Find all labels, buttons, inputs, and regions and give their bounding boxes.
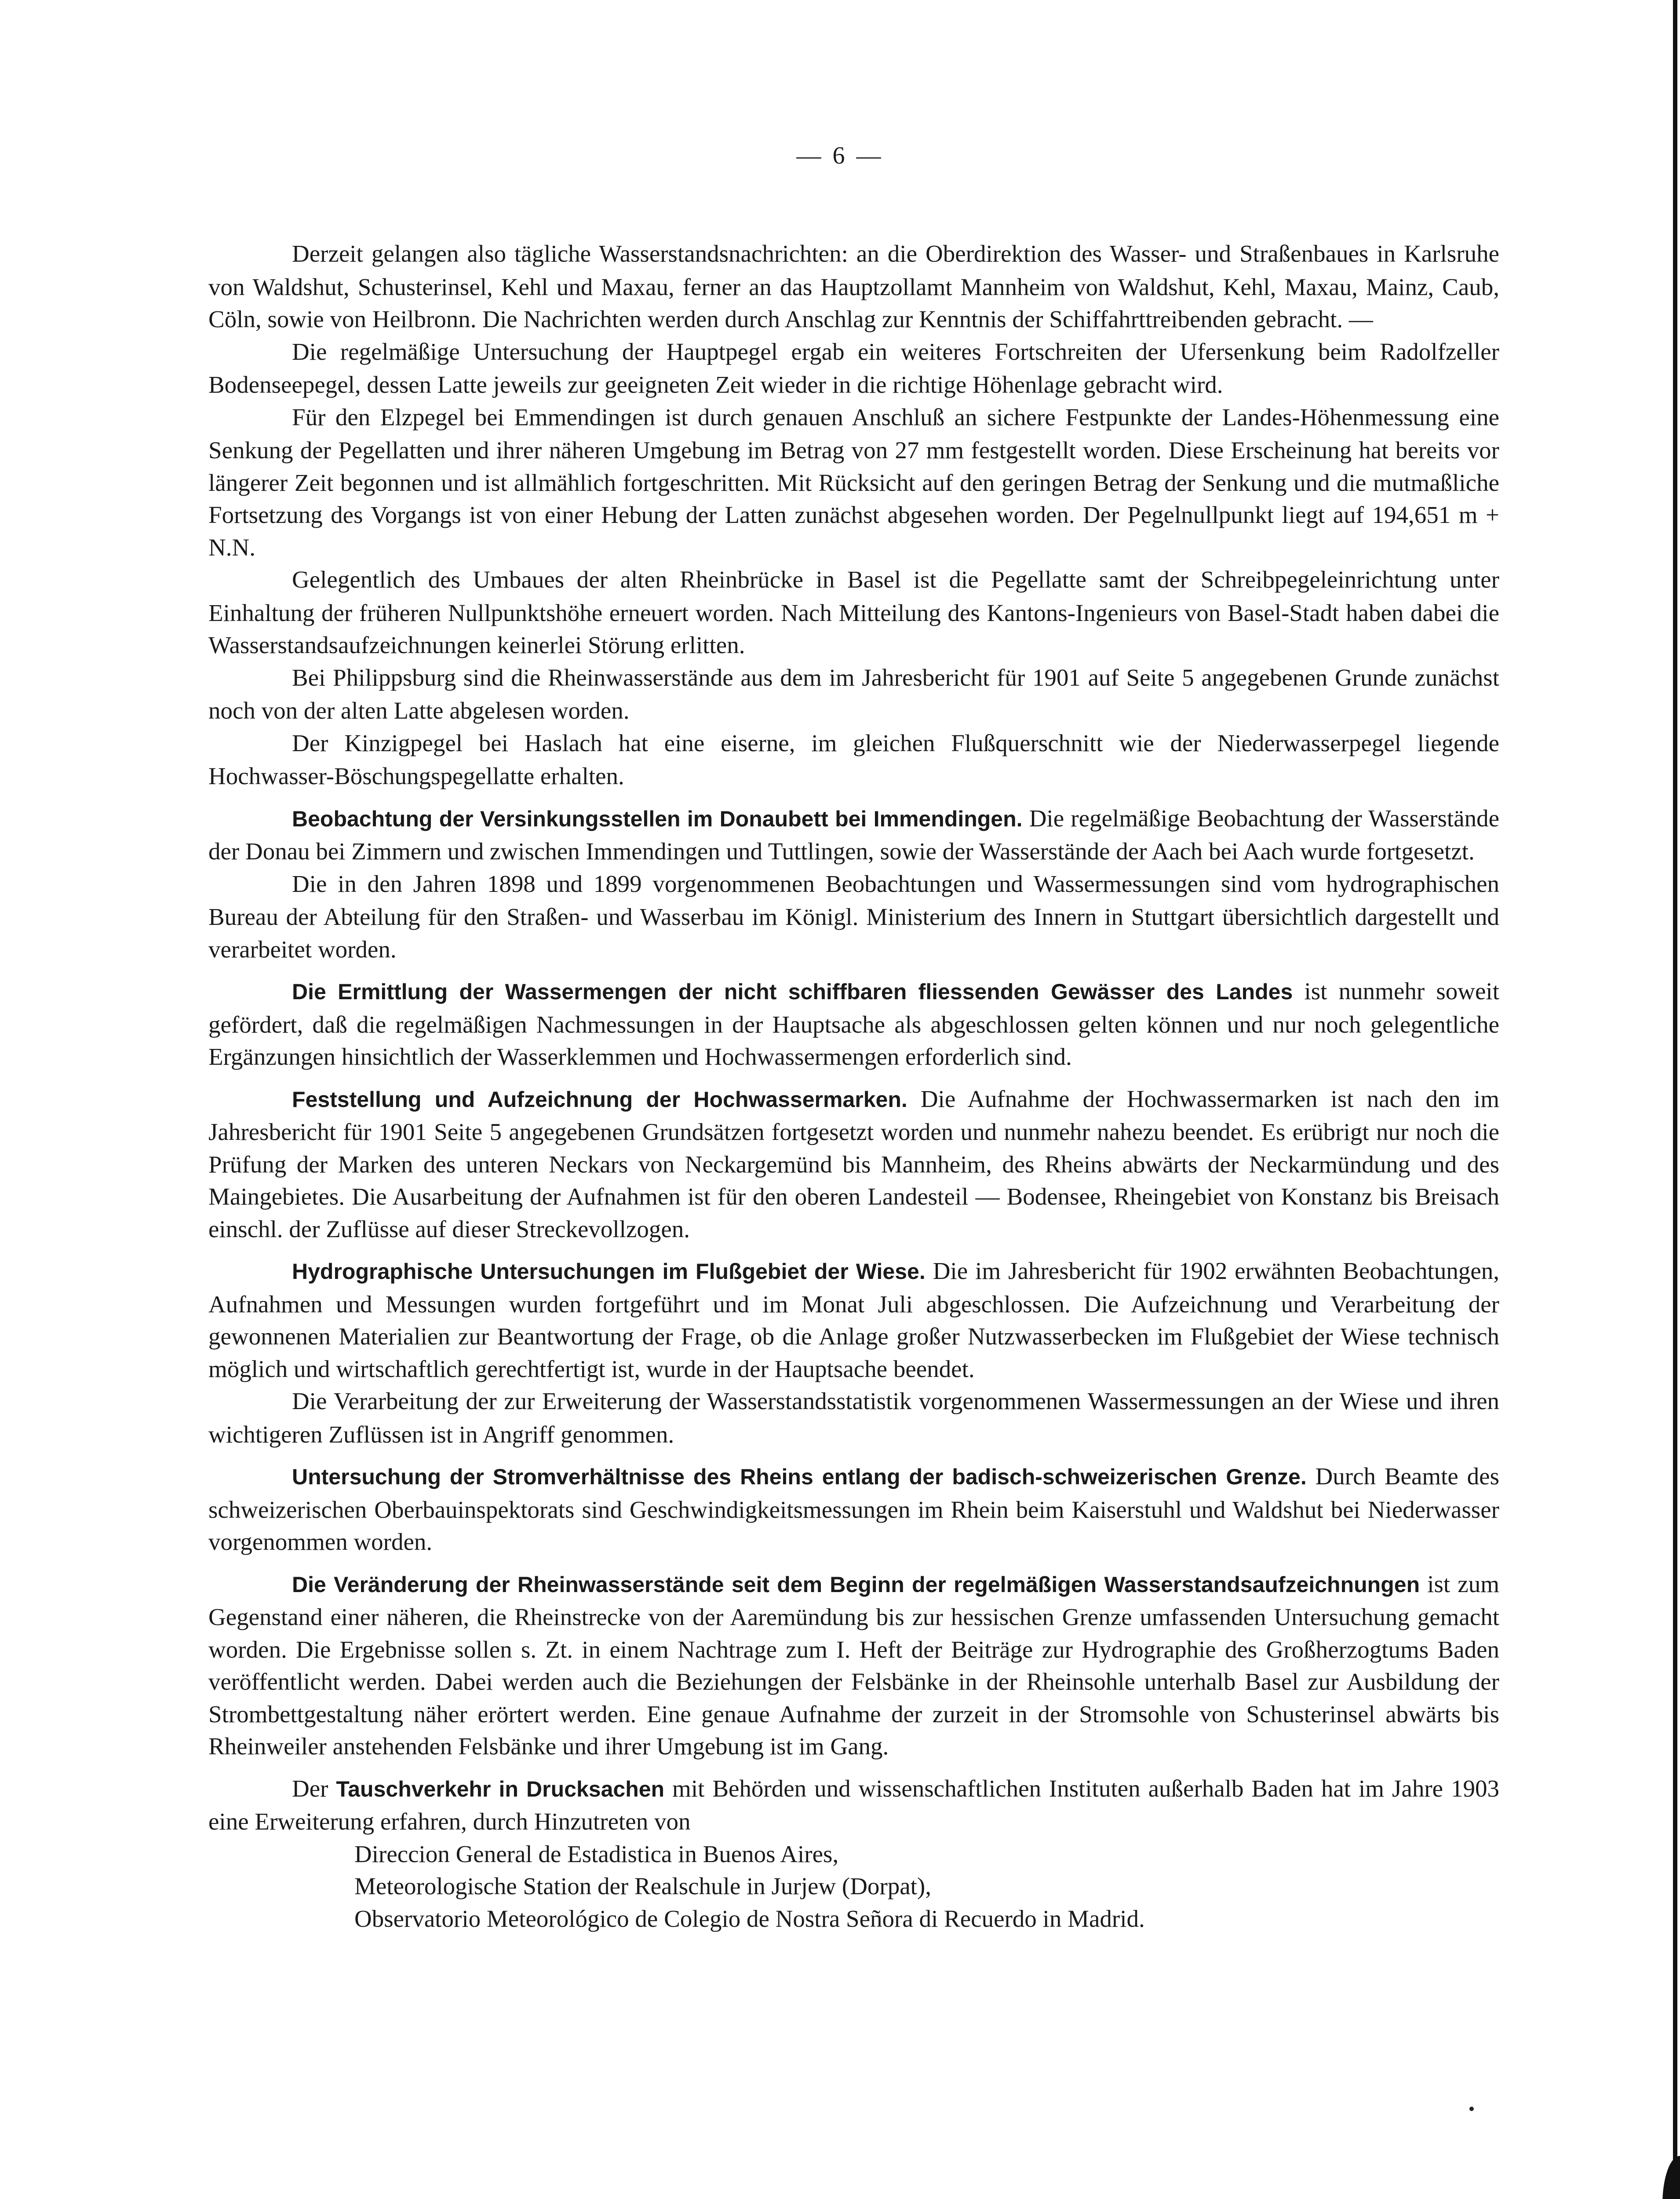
institution-item: Observatorio Meteorológico de Colegio de Nostra Señora di Recuerdo in Madrid. <box>354 1905 1145 1932</box>
paragraph <box>208 1460 1499 1558</box>
paragraph-text: ist zum Gegenstand einer näheren, die Rheinstrecke von der Aaremündung bis zur hessischen Grenze umfassenden Untersuchung gemacht worden. Die Ergebnisse sollen s. Zt. in einem Nachtrage zum I. Heft der Beiträge zur Hydrographie des Großherzogtums Baden veröffentlicht werden. Dabei werden auch die Beziehungen der Felsbänke in der Rheinsohle unterhalb Basel zur Ausbildung der Strombettgestaltung näher erörtert werden. Eine genaue Aufnahme der zurzeit in der Stromsohle von Schusterinsel abwärts bis Rheinweiler anstehenden Felsbänke und ihrer Umgebung ist im Gang. <box>208 1570 1499 1760</box>
exchange-paragraph <box>208 1772 1499 1838</box>
page-number: — 6 — <box>796 142 884 169</box>
paragraph <box>208 1083 1499 1246</box>
paragraph <box>208 563 1499 661</box>
page-edge-line <box>1673 0 1677 2199</box>
paragraph-text: Der Kinzigpegel bei Haslach hat eine eiserne, im gleichen Flußquerschnitt wie der Niederwasserpegel liegende Hochwasser-Böschungspegellatte erhalten. <box>208 729 1499 789</box>
body-text <box>208 237 1499 1935</box>
institution-item: Meteorologische Station der Realschule in Jurjew (Dorpat), <box>354 1873 931 1899</box>
paragraph-text: ist nunmehr soweit gefördert, daß die regelmäßigen Nachmessungen in der Hauptsache als abgeschlossen gelten können und nur noch gelegentliche Ergänzungen hinsichtlich der Wasserklemmen und Hochwassermengen erforderlich sind. <box>208 978 1499 1070</box>
page-edge-curl <box>1662 2156 1680 2199</box>
paragraph-text: Die in den Jahren 1898 und 1899 vorgenommenen Beobachtungen und Wassermessungen sind vom hydrographischen Bureau der Abteilung für den Straßen- und Wasserbau im Königl. Ministerium des Innern in Stuttgart übersichtlich dargestellt und verarbeitet worden. <box>208 870 1499 963</box>
paragraph <box>208 868 1499 966</box>
exchange-text-before: Der <box>292 1775 336 1802</box>
paragraph <box>208 401 1499 564</box>
paragraph <box>208 802 1499 868</box>
paragraph-text: Derzeit gelangen also tägliche Wasserstandsnachrichten: an die Oberdirektion des Wasser- und Straßenbaues in Karlsruhe von Waldshut, Schusterinsel, Kehl und Maxau, ferner an das Hauptzollamt Mannheim von Waldshut, Kehl, Maxau, Mainz, Caub, Cöln, sowie von Heilbronn. Die Nachrichten werden durch Anschlag zur Kenntnis der Schiffahrttreibenden gebracht. — <box>208 240 1499 332</box>
paragraph-lead: Untersuchung der Stromverhältnisse des Rheins entlang der badisch-schweizerischen Grenze. <box>292 1465 1307 1489</box>
paragraph-text: Die regelmäßige Beobachtung der Wasserstände der Donau bei Zimmern und zwischen Immendingen und Tuttlingen, sowie der Wasserstände der Aach bei Aach wurde fortgesetzt. <box>208 804 1499 865</box>
paragraph-text: Die im Jahresbericht für 1902 erwähnten Beobachtungen, Aufnahmen und Messungen wurden fortgeführt und im Monat Juli abgeschlossen. Die Aufzeichnung und Verarbeitung der gewonnenen Materialien zur Beantwortung der Frage, ob die Anlage großer Nutzwasserbecken im Flußgebiet der Wiese technisch möglich und wirtschaftlich gerechtfertigt ist, wurde in der Hauptsache beendet. <box>208 1257 1500 1382</box>
institution-item: Direccion General de Estadistica in Buenos Aires, <box>354 1840 839 1867</box>
paragraph-text: Für den Elzpegel bei Emmendingen ist durch genauen Anschluß an sichere Festpunkte der Landes-Höhenmessung eine Senkung der Pegellatten und ihrer näheren Umgebung im Betrag von 27 mm festgestellt worden. Diese Erscheinung hat bereits vor längerer Zeit begonnen und ist allmählich fortgeschritten. Mit Rücksicht auf den geringen Betrag der Senkung und die mutmaßliche Fortsetzung des Vorgangs ist von einer Hebung der Latten zunächst abgesehen worden. Der Pegelnullpunkt liegt auf 194,651 m + N.N. <box>208 403 1499 561</box>
paragraph-lead: Die Ermittlung der Wassermengen der nicht schiffbaren fliessenden Gewässer des Landes <box>292 979 1293 1004</box>
paragraph-text: Gelegentlich des Umbaues der alten Rheinbrücke in Basel ist die Pegellatte samt der Schreibpegeleinrichtung unter Einhaltung der früheren Nullpunktshöhe erneuert worden. Nach Mitteilung des Kantons-Ingenieurs von Basel-Stadt haben dabei die Wasserstandsaufzeichnungen keinerlei Störung erlitten. <box>208 566 1499 658</box>
paragraph <box>208 975 1499 1073</box>
paragraph <box>208 727 1499 793</box>
paragraph <box>208 1385 1499 1450</box>
paragraph-lead: Die Veränderung der Rheinwasserstände seit dem Beginn der regelmäßigen Wasserstandsaufzeichnungen <box>292 1572 1420 1597</box>
paragraph-text: Die regelmäßige Untersuchung der Hauptpegel ergab ein weiteres Fortschreiten der Ufersenkung beim Radolfzeller Bodenseepegel, dessen Latte jeweils zur geeigneten Zeit wieder in die richtige Höhenlage gebracht wird. <box>208 338 1499 398</box>
paragraph-text: Die Aufnahme der Hochwassermarken ist nach den im Jahresbericht für 1901 Seite 5 angegebenen Grundsätzen fortgesetzt worden und nunmehr nahezu beendet. Es erübrigt nur noch die Prüfung der Marken des unteren Neckars von Neckargemünd bis Mannheim, des Rheins abwärts der Neckarmündung und des Maingebietes. Die Ausarbeitung der Aufnahmen ist für den oberen Landesteil — Bodensee, Rheingebiet von Konstanz bis Breisach einschl. der Zuflüsse auf dieser Streckevollzogen. <box>208 1085 1499 1242</box>
exchange-lead: Tauschverkehr in Drucksachen <box>336 1776 665 1801</box>
paragraph-text: Durch Beamte des schweizerischen Oberbauinspektorats sind Geschwindigkeitsmessungen im Rhein beim Kaiserstuhl und Waldshut bei Niederwasser vorgenommen worden. <box>208 1463 1499 1555</box>
paragraph-lead: Beobachtung der Versinkungsstellen im Donaubett bei Immendingen. <box>292 806 1023 831</box>
paragraph <box>208 1568 1499 1763</box>
ink-speck <box>1469 2107 1474 2111</box>
institution-list <box>208 1838 1499 1935</box>
paragraph <box>208 237 1499 336</box>
paragraph <box>208 1255 1499 1385</box>
paragraph <box>208 661 1499 727</box>
paragraph <box>208 336 1499 401</box>
paragraph-lead: Hydrographische Untersuchungen im Flußgebiet der Wiese. <box>292 1259 926 1284</box>
paragraph-lead: Feststellung und Aufzeichnung der Hochwassermarken. <box>292 1087 907 1112</box>
paragraph-text: Die Verarbeitung der zur Erweiterung der Wasserstandsstatistik vorgenommenen Wassermessungen an der Wiese und ihren wichtigeren Zuflüssen ist in Angriff genommen. <box>208 1388 1499 1448</box>
exchange-text-after: mit Behörden und wissenschaftlichen Instituten außerhalb Baden hat im Jahre 1903 eine Erweiterung erfahren, durch Hinzutreten von <box>208 1775 1500 1835</box>
paragraph-text: Bei Philippsburg sind die Rheinwasserstände aus dem im Jahresbericht für 1901 auf Seite 5 angegebenen Grunde zunächst noch von der alten Latte abgelesen worden. <box>208 664 1499 724</box>
